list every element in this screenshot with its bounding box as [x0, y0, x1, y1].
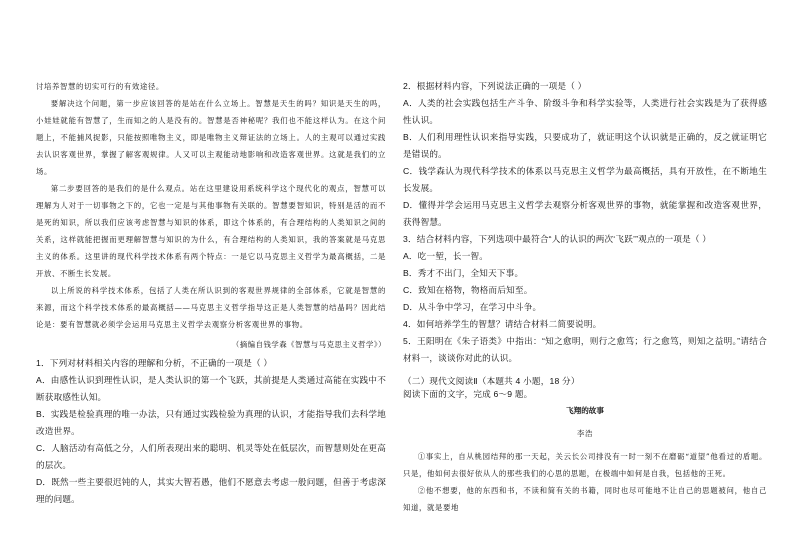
left-column — [36, 78, 386, 508]
question-4: 4．如何培养学生的智慧？请结合材料二简要说明。 — [403, 319, 602, 329]
passage-paragraph: 第二步要回答的是我们的是什么观点。站在这里建设用系统科学这个现代化的观点，智慧可以理解为人对于一切事物之下的，它也一定是与其他事物有关联的。智慧要智知识，特别是活的而不是死的知识，所以我们应该考虑智慧与知识的体系，即这个体系的，有合理结构的人类知识之间的关系，这样就能把握而更理解智慧与知识的为什么，有合理结构的人类知识，我的答案就是马克思主义的体系。这里讲的现代科学技术体系有两个特点：一是它以马克思主义哲学为最高概括，二是开放、不断生长发展。 — [36, 184, 386, 278]
question-5: 5．王阳明在《朱子语类》中指出：“知之愈明，则行之愈笃；行之愈笃，则知之益明。”请结合材料一，谈谈你对此的认识。 — [403, 336, 767, 363]
question-1-option-a: A．由感性认识到理性认识，是人类认识的第一个飞跃，其前提是人类通过高能在实践中不断获取感性认知。 — [36, 375, 386, 402]
question-1-option-d: D．既然一些主要很迟钝的人，其实大智若愚，他们不愿意去考虑一般问题，但善于考虑深理的问题。 — [36, 477, 386, 504]
question-3-option-c: C．致知在格物，物格而后知至。 — [403, 285, 533, 295]
right-column — [403, 78, 767, 516]
section-instruction: 阅读下面的文字，完成 6～9 题。 — [403, 389, 533, 399]
question-2-option-a: A．人类的社会实践包括生产斗争、阶级斗争和科学实验等，人类进行社会实践是为了获得感性认识。 — [403, 98, 767, 125]
passage-paragraph: 要解决这个问题，第一步应该回答的是站在什么立场上。智慧是天生的吗？知识是天生的吗，小娃娃就能有智慧了，生而知之的人是没有的。智慧是否神秘呢？我们也不能这样认为。在这个问题上，不能捕风捉影，只能按照唯物主义，即是唯物主义辩证法的立场上。人的主观可以通过实践去认识客观世界，掌握了解客观规律。人又可以主观能动地影响和改造客观世界。这就是我们的立场。 — [36, 99, 386, 176]
question-1-option-c: C．人脑活动有高低之分，人们所表现出来的聪明、机灵等处在低层次，而智慧则处在更高的层次。 — [36, 443, 386, 470]
question-1-option-b: B．实践是检验真理的唯一办法，只有通过实践检验为真理的认识，才能指导我们去科学地改造世界。 — [36, 409, 386, 436]
question-2-option-c: C．钱学森认为现代科学技术的体系以马克思主义哲学为最高概括，具有开放性，在不断地生长发展。 — [403, 166, 767, 193]
article-paragraph: ①事实上，自从桃园结拜的那一天起，关云长公司排没有一时一刻不在磨砺“道望”他看过的盾题。只是，他如何去很好依从人的那些我们的心思的思题，在极端中如何是自我，包括他的王死。 — [403, 451, 767, 478]
question-1-stem: 1．下列对材料相关内容的理解和分析，不正确的一项是（ ） — [36, 358, 273, 368]
section-heading: （二）现代文阅读Ⅱ（本题共 4 小题，18 分） — [403, 376, 580, 386]
question-2-stem: 2．根据材料内容，下列说法正确的一项是（ ） — [403, 81, 587, 91]
question-3-option-b: B．秀才不出门，全知天下事。 — [403, 268, 524, 278]
passage-paragraph: 以上所说的科学技术体系，包括了人类在所认识到的客观世界规律的全部体系，它就是智慧的来源，而这个科学技术体系的最高概括——马克思主义哲学指导这正是人类智慧的结晶吗？因此结论是：要有智慧就必须学会运用马克思主义哲学去观察分析客观世界的事物。 — [36, 286, 386, 329]
question-3-option-d: D．从斗争中学习，在学习中斗争。 — [403, 302, 542, 312]
passage-paragraph: 讨培养智慧的切实可行的有效途径。 — [36, 82, 164, 91]
question-2-option-d: D．懂得并学会运用马克思主义哲学去观察分析客观世界的事物，就能掌握和改造客观世界，获得智慧。 — [403, 200, 767, 227]
article-title: 飞翔的故事 — [566, 406, 604, 415]
article-paragraph: ②他不想要，他的东西和书，不读和简有关的书籍，同时也尽可能地不让自己的思题被问，他自己知道，就是要地 — [403, 485, 767, 512]
question-3-stem: 3．结合材料内容，下列选项中最符合“人的认识的两次‘飞跃’”观点的一项是（ ） — [403, 234, 712, 244]
question-3-option-a: A．吃一堑，长一智。 — [403, 251, 489, 261]
article-author: 李浩 — [577, 428, 593, 438]
question-2-option-b: B．人们利用理性认识来指导实践，只要成功了，就证明这个认识就是正确的，反之就证明它是错误的。 — [403, 132, 767, 159]
passage-source: （摘编自钱学森《智慧与马克思主义哲学》） — [231, 340, 386, 349]
